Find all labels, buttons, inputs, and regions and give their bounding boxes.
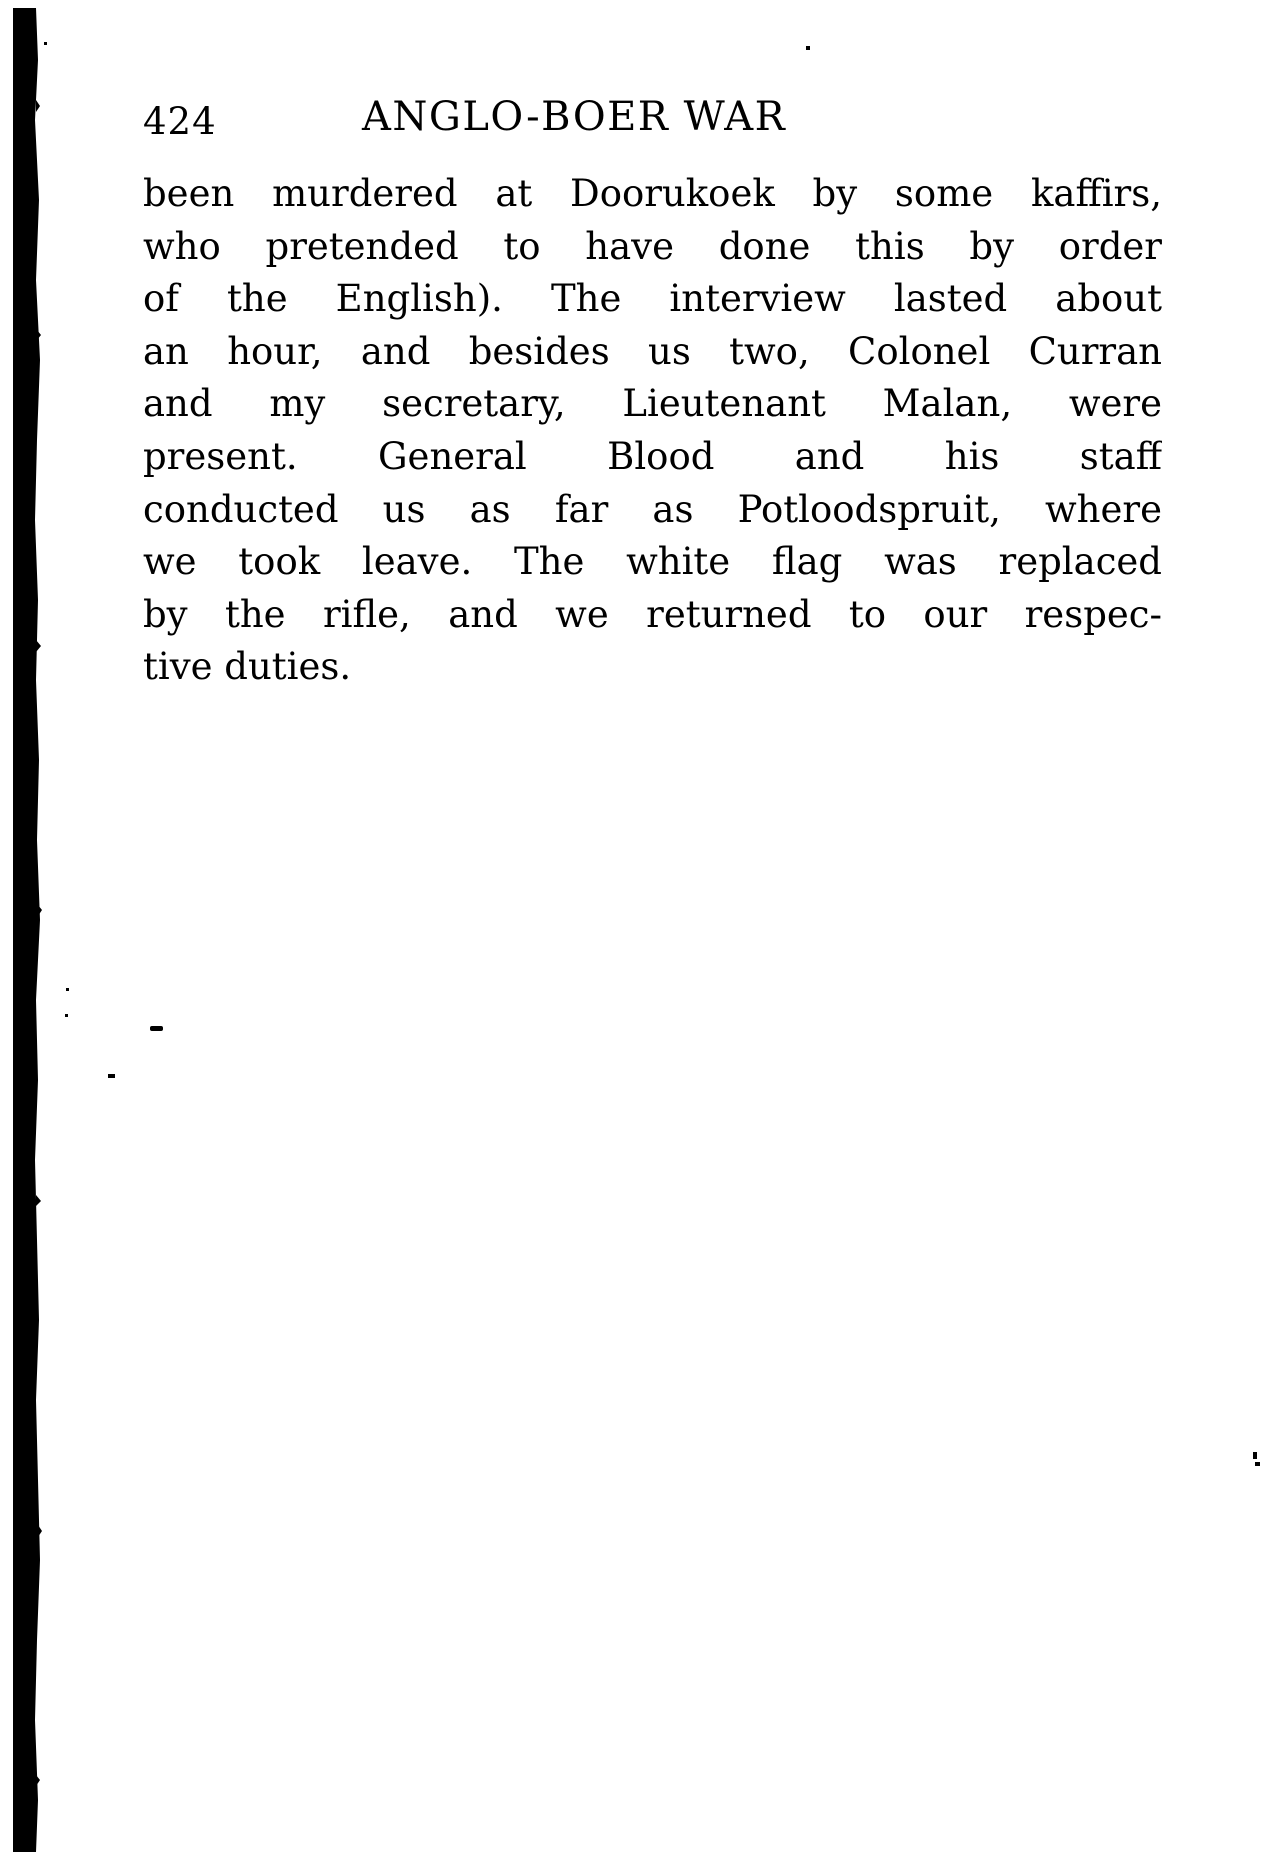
scan-speck bbox=[1255, 1462, 1260, 1466]
page-number: 424 bbox=[143, 100, 217, 143]
text-line: tive duties. bbox=[143, 645, 352, 689]
text-line: by the rifle, and we returned to our respec- bbox=[143, 592, 1162, 636]
text-line: conducted us as far as Potloodspruit, where bbox=[143, 487, 1162, 531]
binding-strip bbox=[0, 0, 60, 1871]
scan-speck bbox=[1253, 1452, 1257, 1459]
scan-speck bbox=[66, 988, 69, 991]
body-text bbox=[143, 168, 1162, 694]
text-line: an hour, and besides us two, Colonel Curran bbox=[143, 329, 1162, 373]
text-line: present. General Blood and his staff bbox=[143, 434, 1162, 478]
text-line: we took leave. The white flag was replaced bbox=[143, 540, 1162, 584]
text-line: and my secretary, Lieutenant Malan, were bbox=[143, 382, 1162, 426]
text-line: been murdered at Doorukoek by some kaffirs, bbox=[143, 172, 1162, 215]
running-header: ANGLO-BOER WAR bbox=[362, 94, 787, 140]
scan-speck bbox=[65, 1014, 68, 1017]
scan-speck bbox=[806, 46, 810, 50]
scan-speck bbox=[150, 1026, 163, 1031]
text-line: who pretended to have done this by order bbox=[143, 224, 1162, 268]
scan-speck bbox=[44, 42, 47, 45]
scan-speck bbox=[108, 1074, 115, 1078]
text-line: of the English). The interview lasted about bbox=[143, 277, 1162, 321]
